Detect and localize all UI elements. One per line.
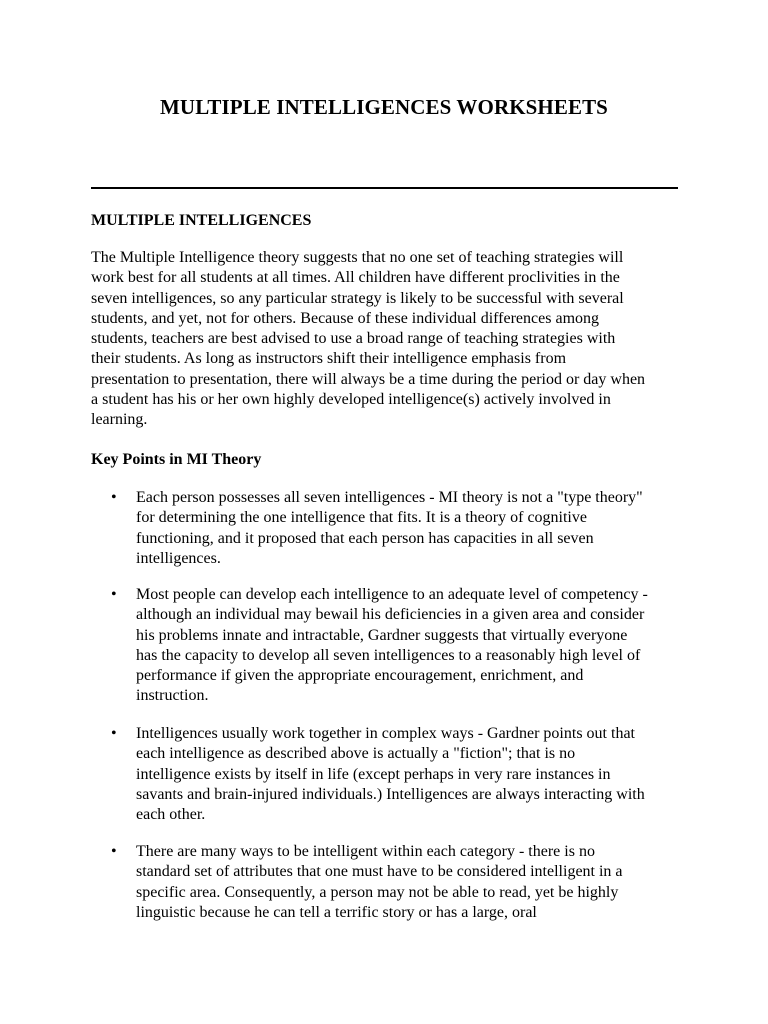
- list-item-line: each intelligence as described above is actually a "fiction"; that is no: [136, 745, 576, 763]
- list-item-line: his problems innate and intractable, Gardner suggests that virtually everyone: [136, 626, 628, 644]
- list-item-line: each other.: [136, 806, 206, 824]
- intro-paragraph: [91, 248, 691, 431]
- list-item-line: Each person possesses all seven intelligences - MI theory is not a "type theory": [136, 489, 643, 506]
- intro-line: work best for all students at all times. All children have different proclivities in the: [91, 269, 620, 287]
- document-title: MULTIPLE INTELLIGENCES WORKSHEETS: [160, 95, 608, 119]
- list-item-line: linguistic because he can tell a terrific story or has a large, oral: [136, 903, 537, 921]
- list-item-text: [136, 488, 696, 569]
- intro-line: presentation to presentation, there will always be a time during the period or day when: [91, 370, 646, 388]
- section-heading: MULTIPLE INTELLIGENCES: [91, 212, 312, 229]
- list-item-line: performance if given the appropriate encouragement, enrichment, and: [136, 667, 584, 685]
- intro-line: a student has his or her own highly developed intelligence(s) actively involved in: [91, 391, 611, 409]
- list-item-line: savants and brain-injured individuals.) Intelligences are always interacting with: [136, 785, 645, 803]
- horizontal-rule: [91, 187, 678, 189]
- intro-line: seven intelligences, so any particular strategy is likely to be successful with several: [91, 289, 624, 307]
- bullet-icon: •: [111, 843, 117, 860]
- list-item-line: There are many ways to be intelligent within each category - there is no: [136, 843, 595, 860]
- key-points-heading: Key Points in MI Theory: [91, 451, 262, 468]
- list-item-line: standard set of attributes that one must have to be considered intelligent in a: [136, 863, 623, 881]
- bullet-icon: •: [111, 586, 117, 603]
- list-item-line: functioning, and it proposed that each person has capacities in all seven: [136, 529, 594, 547]
- list-item-line: has the capacity to develop all seven intelligences to a reasonably high level of: [136, 646, 641, 664]
- intro-line: students, and yet, not for others. Because of these individual differences among: [91, 309, 600, 327]
- bullet-icon: •: [111, 725, 117, 742]
- list-item-line: intelligences.: [136, 549, 221, 567]
- list-item-text: [136, 585, 696, 707]
- list-item-text: [136, 842, 696, 923]
- list-item-line: for determining the one intelligence that fits. It is a theory of cognitive: [136, 509, 587, 527]
- intro-line: their students. As long as instructors shift their intelligence emphasis from: [91, 350, 567, 368]
- bullet-icon: •: [111, 489, 117, 506]
- list-item-line: Intelligences usually work together in complex ways - Gardner points out that: [136, 725, 635, 742]
- list-item-line: specific area. Consequently, a person may not be able to read, yet be highly: [136, 883, 619, 901]
- intro-line: The Multiple Intelligence theory suggests that no one set of teaching strategies will: [91, 249, 624, 266]
- list-item-line: intelligence exists by itself in life (except perhaps in very rare instances in: [136, 765, 611, 783]
- list-item-line: Most people can develop each intelligence to an adequate level of competency -: [136, 586, 648, 603]
- intro-line: students, teachers are best advised to use a broad range of teaching strategies with: [91, 330, 616, 348]
- list-item-line: although an individual may bewail his deficiencies in a given area and consider: [136, 606, 645, 624]
- intro-line: learning.: [91, 411, 148, 429]
- list-item-text: [136, 724, 696, 825]
- list-item-line: instruction.: [136, 687, 209, 705]
